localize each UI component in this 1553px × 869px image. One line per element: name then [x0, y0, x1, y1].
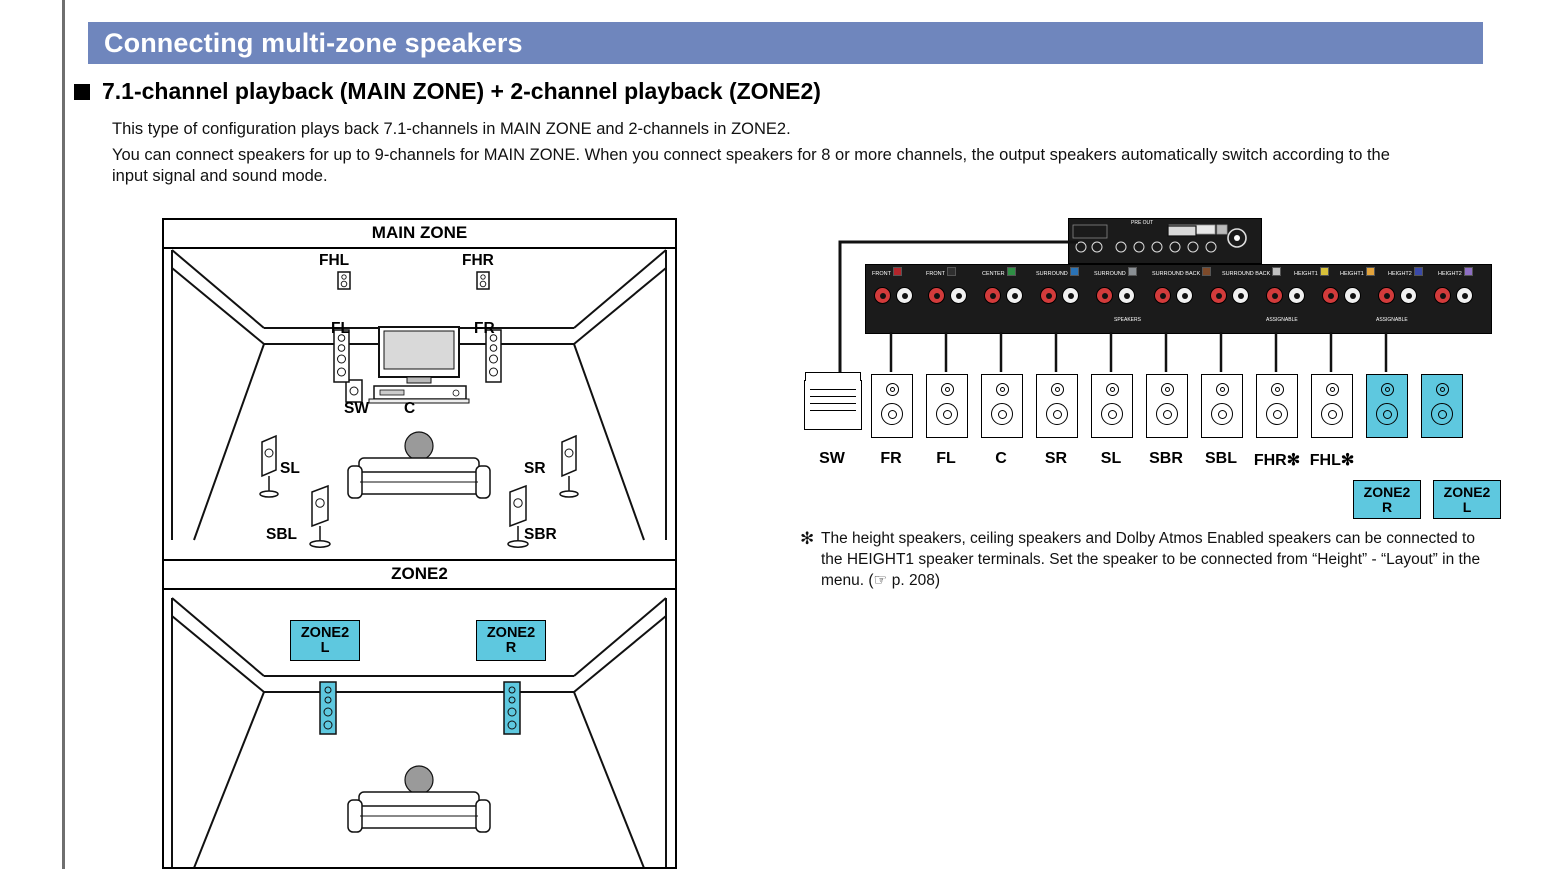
binding-post-sb-r-plus[interactable]	[1154, 287, 1171, 304]
binding-post-height2-r-plus[interactable]	[1378, 287, 1395, 304]
subwoofer-graphic	[346, 380, 362, 402]
zone2-left-speaker-graphic	[320, 682, 336, 734]
footnote-text: The height speakers, ceiling speakers and Dolby Atmos Enabled speakers can be connected to the HEIGHT1 speaker terminals. Set the speaker to be connected from “Height” - “Layout” in the menu. (☞ p. 208)	[821, 530, 1481, 589]
binding-post-height1-l-plus[interactable]	[1322, 287, 1339, 304]
binding-post-surround-r-plus[interactable]	[1040, 287, 1057, 304]
speaker-box-sbr	[1146, 374, 1188, 438]
label-sbl: SBL	[266, 526, 297, 543]
zone2-r-tag-line1: ZONE2	[1363, 484, 1411, 500]
tv-graphic	[369, 327, 469, 403]
subwoofer-grille	[810, 389, 856, 419]
label-fr: FR	[474, 320, 495, 337]
label-sbr: SBR	[524, 526, 557, 543]
speaker-name-fl: FL	[936, 450, 956, 467]
binding-post-center-minus[interactable]	[1006, 287, 1023, 304]
speaker-name-fr: FR	[880, 450, 902, 467]
speaker-box-zone2-r	[1366, 374, 1408, 438]
subwoofer-top	[805, 372, 861, 381]
speaker-box-sl	[1091, 374, 1133, 438]
banner-title: Connecting multi-zone speakers	[104, 27, 523, 58]
terminal-group-height1-r: HEIGHT1	[1294, 267, 1329, 277]
speaker-name-sw: SW	[819, 450, 845, 467]
sbl-speaker-graphic	[310, 486, 330, 547]
zone2-l-tag-line1: ZONE2	[1443, 484, 1491, 500]
fhl-speaker-graphic	[338, 272, 350, 289]
label-fl: FL	[331, 320, 350, 337]
speaker-box-c	[981, 374, 1023, 438]
binding-post-sb-l-plus[interactable]	[1210, 287, 1227, 304]
terminal-group-height1-l: HEIGHT1	[1340, 267, 1375, 277]
sl-speaker-graphic	[260, 436, 278, 497]
body-paragraph-1: This type of configuration plays back 7.1-channels in MAIN ZONE and 2-channels in ZONE2.	[112, 120, 791, 138]
speaker-name-sr: SR	[1044, 450, 1068, 467]
binding-post-surround-r-minus[interactable]	[1062, 287, 1079, 304]
assignable-label-2: ASSIGNABLE	[1376, 317, 1408, 323]
binding-post-height1-r-plus[interactable]	[1266, 287, 1283, 304]
sr-speaker-graphic	[560, 436, 578, 497]
label-c: C	[404, 400, 416, 417]
binding-post-front-r-plus[interactable]	[874, 287, 891, 304]
terminal-group-surround-back-l: SURROUND BACK	[1222, 267, 1281, 277]
zone2-r-terminal-tag	[1353, 480, 1421, 519]
zone2-right-tag	[476, 620, 546, 661]
zone2-right-tag-line1: ZONE2	[486, 625, 536, 641]
terminal-group-center: CENTER	[982, 267, 1016, 277]
zone2-l-terminal-tag	[1433, 480, 1501, 519]
terminal-group-height2-l: HEIGHT2	[1438, 267, 1473, 277]
terminal-group-height2-r: HEIGHT2	[1388, 267, 1423, 277]
label-sw: SW	[344, 400, 369, 417]
speaker-terminal-panel	[865, 264, 1492, 334]
room-layout-diagram	[162, 218, 677, 869]
zone2-l-tag-line2: L	[1462, 499, 1472, 515]
section-heading	[74, 78, 821, 105]
speakers-panel-label: SPEAKERS	[1114, 317, 1141, 323]
binding-post-surround-l-minus[interactable]	[1118, 287, 1135, 304]
speaker-box-fr	[871, 374, 913, 438]
terminal-group-surround-l: SURROUND	[1094, 267, 1137, 277]
label-fhl: FHL	[319, 252, 350, 269]
binding-post-center-plus[interactable]	[984, 287, 1001, 304]
terminal-group-surround-back-r: SURROUND BACK	[1152, 267, 1211, 277]
zone2-r-tag-line2: R	[1381, 499, 1393, 515]
subwoofer-box	[804, 380, 862, 430]
zone2-right-speaker-graphic	[504, 682, 520, 734]
binding-post-sb-l-minus[interactable]	[1232, 287, 1249, 304]
bullet-square-icon	[74, 84, 90, 100]
binding-post-front-l-minus[interactable]	[950, 287, 967, 304]
terminal-group-surround-r: SURROUND	[1036, 267, 1079, 277]
binding-post-height2-l-plus[interactable]	[1434, 287, 1451, 304]
binding-post-height2-r-minus[interactable]	[1400, 287, 1417, 304]
zone2-left-tag-line2: L	[320, 640, 330, 656]
footnote	[800, 528, 1490, 591]
speaker-name-c: C	[995, 450, 1007, 467]
speaker-name-fhr: FHR✻	[1253, 452, 1301, 469]
zone2-right-tag-line2: R	[505, 640, 517, 656]
label-fhr: FHR	[462, 252, 494, 269]
binding-post-height2-l-minus[interactable]	[1456, 287, 1473, 304]
binding-post-front-l-plus[interactable]	[928, 287, 945, 304]
speaker-box-zone2-l	[1421, 374, 1463, 438]
label-sl: SL	[280, 460, 300, 477]
binding-post-height1-l-minus[interactable]	[1344, 287, 1361, 304]
terminal-group-front-l: FRONT	[926, 267, 956, 277]
speaker-box-fhl	[1311, 374, 1353, 438]
page-left-rule	[62, 0, 65, 869]
speaker-name-sbl: SBL	[1205, 450, 1237, 467]
binding-post-front-r-minus[interactable]	[896, 287, 913, 304]
assignable-label-1: ASSIGNABLE	[1266, 317, 1298, 323]
speaker-name-sl: SL	[1100, 450, 1122, 467]
main-zone-label: MAIN ZONE	[164, 220, 675, 249]
section-title: 7.1-channel playback (MAIN ZONE) + 2-channel playback (ZONE2)	[102, 78, 821, 104]
footnote-marker: ✻	[800, 529, 815, 548]
speaker-box-fl	[926, 374, 968, 438]
label-sr: SR	[524, 460, 546, 477]
speaker-name-fhl: FHL✻	[1309, 452, 1355, 469]
zone2-listener-sofa-graphic	[348, 766, 490, 832]
speaker-name-sbr: SBR	[1149, 450, 1183, 467]
zone2-left-tag-line1: ZONE2	[300, 625, 350, 641]
page-banner	[88, 22, 1483, 64]
zone2-label: ZONE2	[164, 559, 675, 590]
listener-sofa-graphic	[348, 432, 490, 498]
fhr-speaker-graphic	[477, 272, 489, 289]
binding-post-surround-l-plus[interactable]	[1096, 287, 1113, 304]
speaker-box-sbl	[1201, 374, 1243, 438]
speaker-box-sr	[1036, 374, 1078, 438]
room-perspective-graphics	[164, 220, 675, 867]
speaker-box-fhr	[1256, 374, 1298, 438]
pre-out-panel	[1068, 218, 1262, 264]
binding-post-height1-r-minus[interactable]	[1288, 287, 1305, 304]
body-paragraph-2: You can connect speakers for up to 9-channels for MAIN ZONE. When you connect speakers for 8 or more channels, the output speakers automatically switch according to the input signal and sound mode.	[112, 146, 1390, 185]
terminal-group-front-r: FRONT	[872, 267, 902, 277]
pre-out-label: PRE OUT	[1131, 220, 1154, 226]
binding-post-sb-r-minus[interactable]	[1176, 287, 1193, 304]
zone2-left-tag	[290, 620, 360, 661]
pre-out-jacks	[1069, 221, 1259, 263]
